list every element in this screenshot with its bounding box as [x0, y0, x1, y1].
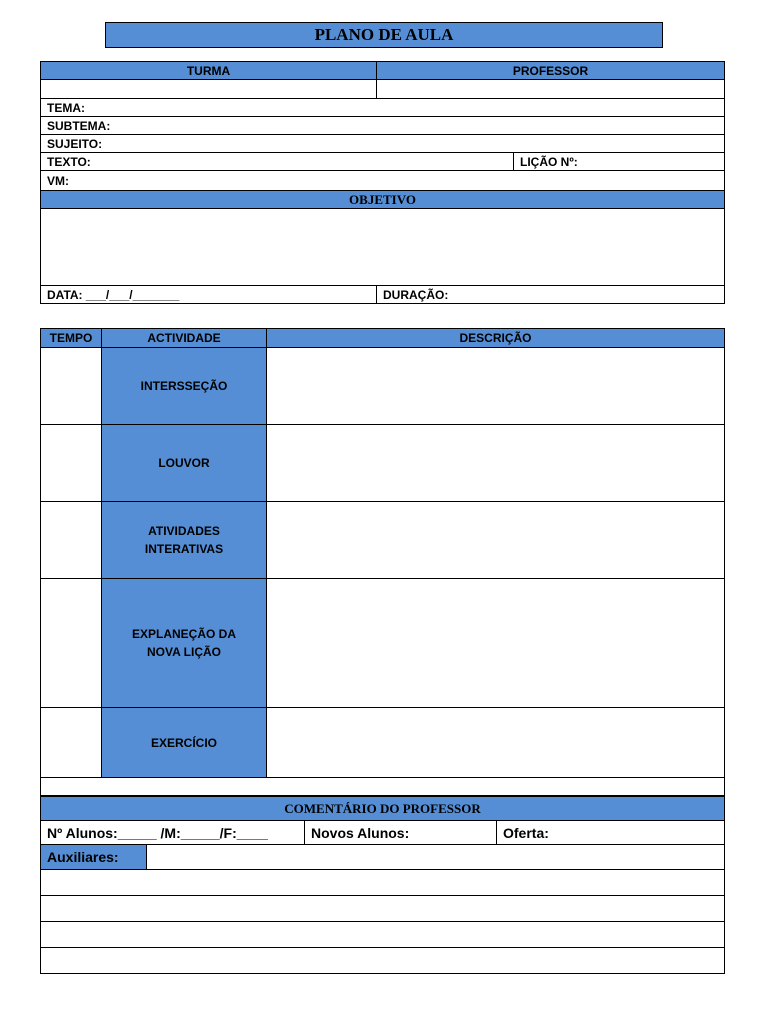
tempo-header: TEMPO: [40, 328, 102, 348]
tempo-cell[interactable]: [40, 707, 102, 778]
page-title: PLANO DE AULA: [314, 25, 454, 44]
tempo-cell[interactable]: [40, 347, 102, 425]
description-cell[interactable]: [266, 347, 725, 425]
duracao-field[interactable]: DURAÇÃO:: [376, 285, 725, 304]
activity-cell: ATIVIDADES INTERATIVAS: [101, 501, 267, 579]
professor-field[interactable]: [376, 79, 725, 99]
tempo-cell[interactable]: [40, 501, 102, 579]
objetivo-header: OBJETIVO: [40, 190, 725, 209]
comment-line[interactable]: [40, 895, 725, 922]
vm-field[interactable]: VM:: [40, 170, 725, 191]
description-cell[interactable]: [266, 707, 725, 778]
auxiliares-label: Auxiliares:: [40, 844, 147, 870]
turma-header: TURMA: [40, 61, 377, 80]
activity-cell: LOUVOR: [101, 424, 267, 502]
comment-line[interactable]: [40, 921, 725, 948]
activity-cell: INTERSSEÇÃO: [101, 347, 267, 425]
page-title-box: [105, 22, 663, 48]
spacer-row: [40, 777, 725, 796]
novos-alunos-field[interactable]: Novos Alunos:: [304, 820, 497, 845]
subtema-field[interactable]: SUBTEMA:: [40, 116, 725, 135]
actividade-header: ACTIVIDADE: [101, 328, 267, 348]
activity-cell: EXPLANEÇÃO DA NOVA LIÇÃO: [101, 578, 267, 708]
tema-field[interactable]: TEMA:: [40, 98, 725, 117]
professor-header: PROFESSOR: [376, 61, 725, 80]
comment-table: [40, 796, 725, 974]
tempo-cell[interactable]: [40, 424, 102, 502]
tempo-cell[interactable]: [40, 578, 102, 708]
data-field[interactable]: DATA: ___/___/_______: [40, 285, 377, 304]
objetivo-field[interactable]: [40, 208, 725, 286]
alunos-field[interactable]: Nº Alunos:_____ /M:_____/F:____: [40, 820, 305, 845]
description-cell[interactable]: [266, 501, 725, 579]
activity-cell: EXERCÍCIO: [101, 707, 267, 778]
description-cell[interactable]: [266, 424, 725, 502]
description-cell[interactable]: [266, 578, 725, 708]
comentario-header: COMENTÁRIO DO PROFESSOR: [40, 796, 725, 821]
turma-field[interactable]: [40, 79, 377, 99]
comment-line[interactable]: [40, 947, 725, 974]
lesson-info-table: [40, 61, 725, 304]
texto-field[interactable]: TEXTO:: [40, 152, 514, 171]
activities-table: [40, 328, 725, 798]
sujeito-field[interactable]: SUJEITO:: [40, 134, 725, 153]
oferta-field[interactable]: Oferta:: [496, 820, 725, 845]
descricao-header: DESCRIÇÃO: [266, 328, 725, 348]
licao-field[interactable]: LIÇÃO Nº:: [513, 152, 725, 171]
comment-line[interactable]: [40, 869, 725, 896]
auxiliares-field[interactable]: [146, 844, 725, 870]
